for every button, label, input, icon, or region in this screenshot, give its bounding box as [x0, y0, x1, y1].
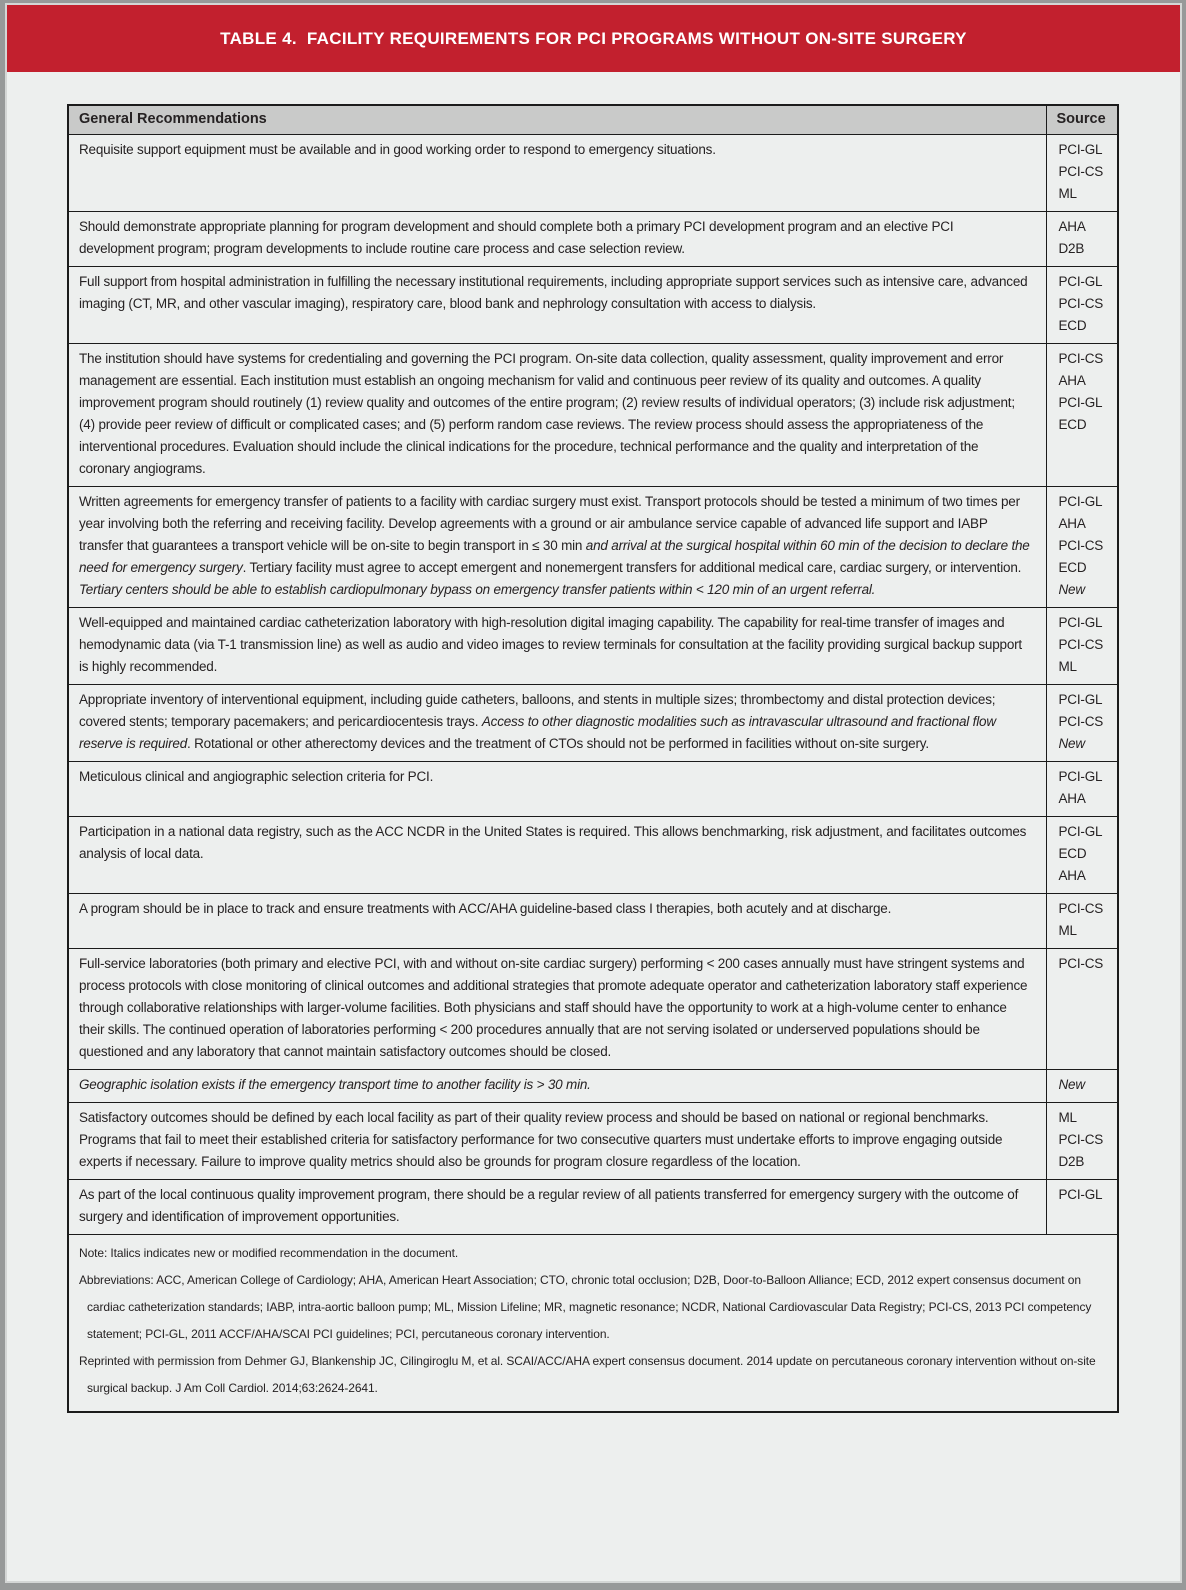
table-row: [68, 1102, 1118, 1179]
column-header-general-recommendations: General Recommendations: [68, 105, 1046, 134]
source-label: New: [1058, 581, 1085, 597]
recommendation-cell: [68, 134, 1046, 211]
source-cell: [1046, 134, 1118, 211]
recommendation-text: Should demonstrate appropriate planning for program development and should complete both a primary PCI development program and an elective PCI development program; program developments to include routine care process and case selection review.: [79, 218, 954, 256]
source-cell: [1046, 211, 1118, 266]
source-cell: [1046, 761, 1118, 816]
recommendation-text: The institution should have systems for credentialing and governing the PCI program. On-site data collection, quality assessment, quality improvement and error management are essential. Each institution must establish an ongoing mechanism for valid and continuous peer review of its quality and outcomes. A quality improvement program should routinely (1) review quality and outcomes of the entire program; (2) review results of individual operators; (3) include risk adjustment; (4) provide peer review of difficult or complicated cases; and (5) perform random case reviews. The review process should assess the appropriateness of the interventional procedures. Evaluation should include the clinical indications for the procedure, technical performance and the quality and interpretation of the coronary angiograms.: [79, 350, 1015, 476]
source-cell: [1046, 948, 1118, 1069]
source-label: New: [1058, 735, 1085, 751]
recommendation-cell: [68, 1069, 1046, 1102]
source-label: PCI-CS: [1058, 955, 1104, 971]
table-header: [68, 105, 1118, 134]
notes-cell: [68, 1234, 1118, 1412]
note-line: Abbreviations: ACC, American College of Cardiology; AHA, American Heart Association; CTO, chronic total occlusion; D2B, Door-to-Balloon Alliance; ECD, 2012 expert consensus document on cardiac catheterization standards; IABP, intra-aortic balloon pump; ML, Mission Lifeline; MR, magnetic resonance; NCDR, National Cardiovascular Data Registry; PCI-CS, 2013 PCI competency statement; PCI-GL, 2011 ACCF/AHA/SCAI PCI guidelines; PCI, percutaneous coronary intervention.: [79, 1272, 1092, 1341]
recommendation-text: As part of the local continuous quality improvement program, there should be a regular review of all patients transferred for emergency surgery with the outcome of surgery and identification of improvement opportunities.: [79, 1186, 1019, 1224]
column-header-source: Source: [1046, 105, 1118, 134]
source-label: PCI-GL: [1058, 273, 1103, 289]
recommendation-cell: [68, 343, 1046, 486]
recommendation-cell: [68, 486, 1046, 607]
source-label: PCI-CS: [1058, 295, 1104, 311]
source-label: PCI-GL: [1058, 141, 1103, 157]
source-cell: [1046, 486, 1118, 607]
recommendation-text-italic: and arrival at the surgical hospital within 60 min of the decision to declare the need for emergency surgery: [79, 537, 1030, 575]
source-label: AHA: [1058, 790, 1086, 806]
recommendation-cell: [68, 816, 1046, 893]
recommendation-cell: [68, 893, 1046, 948]
source-label: D2B: [1058, 1153, 1085, 1169]
source-label: ECD: [1058, 416, 1087, 432]
source-label: AHA: [1058, 372, 1086, 388]
recommendation-cell: [68, 684, 1046, 761]
source-label: PCI-GL: [1058, 394, 1103, 410]
table-row: [68, 486, 1118, 607]
source-label: ECD: [1058, 559, 1087, 575]
recommendation-text-italic: Geographic isolation exists if the emergency transport time to another facility is > 30 min.: [79, 1076, 591, 1092]
source-label: D2B: [1058, 240, 1085, 256]
note-line: Reprinted with permission from Dehmer GJ, Blankenship JC, Cilingiroglu M, et al. SCAI/ACC/AHA expert consensus document. 2014 update on percutaneous coronary intervention without on-site surgical backup. J Am Coll Cardiol. 2014;63:2624-2641.: [79, 1353, 1096, 1395]
recommendation-text-italic: Tertiary centers should be able to establish cardiopulmonary bypass on emergency transfer patients within < 120 min of an urgent referral.: [79, 581, 876, 597]
table-row: [68, 1179, 1118, 1234]
recommendation-text: . Rotational or other atherectomy devices and the treatment of CTOs should not be performed in facilities without on-site surgery.: [187, 735, 929, 751]
table-footer: [68, 1234, 1118, 1412]
source-label: ML: [1058, 1109, 1077, 1125]
source-label: PCI-GL: [1058, 691, 1103, 707]
table-header-row: [68, 105, 1118, 134]
source-cell: [1046, 607, 1118, 684]
source-cell: [1046, 266, 1118, 343]
table-title-bar: [7, 5, 1180, 72]
source-label: PCI-GL: [1058, 1186, 1103, 1202]
table-row: [68, 211, 1118, 266]
recommendation-cell: [68, 1102, 1046, 1179]
recommendation-text: Well-equipped and maintained cardiac catheterization laboratory with high-resolution digital imaging capability. The capability for real-time transfer of images and hemodynamic data (via T-1 transmission line) as well as audio and video images to review terminals for consultation at the facility providing surgical backup support is highly recommended.: [79, 614, 1022, 674]
source-label: New: [1058, 1076, 1085, 1092]
source-label: ECD: [1058, 317, 1087, 333]
source-label: PCI-GL: [1058, 493, 1103, 509]
source-label: AHA: [1058, 218, 1086, 234]
recommendation-cell: [68, 1179, 1046, 1234]
table-row: [68, 948, 1118, 1069]
recommendation-cell: [68, 266, 1046, 343]
table-body: [68, 134, 1118, 1234]
source-label: ML: [1058, 922, 1077, 938]
table-row: [68, 816, 1118, 893]
source-cell: [1046, 684, 1118, 761]
source-cell: [1046, 893, 1118, 948]
requirements-table: [67, 104, 1119, 1413]
table-row: [68, 1069, 1118, 1102]
recommendation-text: Participation in a national data registry, such as the ACC NCDR in the United States is required. This allows benchmarking, risk adjustment, and facilitates outcomes analysis of local data.: [79, 823, 1027, 861]
recommendation-text: Requisite support equipment must be available and in good working order to respond to emergency situations.: [79, 141, 716, 157]
table-row: [68, 266, 1118, 343]
source-label: PCI-CS: [1058, 900, 1104, 916]
table-row: [68, 684, 1118, 761]
page-background: [7, 5, 1180, 1581]
recommendation-text: Full support from hospital administration in fulfilling the necessary institutional requirements, including appropriate support services such as intensive care, advanced imaging (CT, MR, and other vascular imaging), respiratory care, blood bank and nephrology consultation with access to dialysis.: [79, 273, 1028, 311]
source-label: PCI-GL: [1058, 823, 1103, 839]
table-row: [68, 761, 1118, 816]
source-cell: [1046, 1069, 1118, 1102]
recommendation-cell: [68, 211, 1046, 266]
note-line: Note: Italics indicates new or modified recommendation in the document.: [79, 1245, 459, 1260]
recommendation-text: Written agreements for emergency transfer of patients to a facility with cardiac surgery must exist. Transport protocols should be tested a minimum of two times per year involving both the referring and receiving facility. Develop agreements with a ground or air ambulance service capable of advanced life support and IABP transfer that guarantees a transport vehicle will be on-site to begin transport in ≤ 30 min: [79, 493, 1020, 553]
source-label: PCI-CS: [1058, 636, 1104, 652]
recommendation-text: A program should be in place to track and ensure treatments with ACC/AHA guideline-based class I therapies, both acutely and at discharge.: [79, 900, 892, 916]
recommendation-text: Full-service laboratories (both primary and elective PCI, with and without on-site cardiac surgery) performing < 200 cases annually must have stringent systems and process protocols with close monitoring of clinical outcomes and additional strategies that promote adequate operator and catheterization laboratory staff experience through collaborative relationships with larger-volume facilities. Both physicians and staff should have the opportunity to work at a high-volume center to enhance their skills. The continued operation of laboratories performing < 200 procedures annually that are not serving isolated or underserved populations should be questioned and any laboratory that cannot maintain satisfactory outcomes should be closed.: [79, 955, 1028, 1059]
source-cell: [1046, 343, 1118, 486]
source-label: PCI-CS: [1058, 1131, 1104, 1147]
source-label: PCI-GL: [1058, 614, 1103, 630]
source-label: ML: [1058, 658, 1077, 674]
source-label: PCI-CS: [1058, 350, 1104, 366]
source-label: PCI-GL: [1058, 768, 1103, 784]
table-row: [68, 134, 1118, 211]
notes-row: [68, 1234, 1118, 1412]
table-row: [68, 343, 1118, 486]
source-label: PCI-CS: [1058, 537, 1104, 553]
recommendation-cell: [68, 761, 1046, 816]
recommendation-text: Meticulous clinical and angiographic selection criteria for PCI.: [79, 768, 434, 784]
recommendation-text-italic: Access to other diagnostic modalities such as intravascular ultrasound and fractional flow reserve is required: [79, 713, 996, 751]
source-label: PCI-CS: [1058, 163, 1104, 179]
source-label: AHA: [1058, 515, 1086, 531]
recommendation-cell: [68, 607, 1046, 684]
source-cell: [1046, 1179, 1118, 1234]
source-cell: [1046, 816, 1118, 893]
source-label: PCI-CS: [1058, 713, 1104, 729]
source-label: ECD: [1058, 845, 1087, 861]
recommendation-text: Satisfactory outcomes should be defined by each local facility as part of their quality review process and should be based on national or regional benchmarks. Programs that fail to meet their established criteria for satisfactory performance for two consecutive quarters must undertake efforts to improve engaging outside experts if necessary. Failure to improve quality metrics should also be grounds for program closure regardless of the location.: [79, 1109, 1003, 1169]
source-label: ML: [1058, 185, 1077, 201]
recommendation-text: Appropriate inventory of interventional equipment, including guide catheters, balloons, and stents in multiple sizes; thrombectomy and distal protection devices; covered stents; temporary pacemakers; and pericardiocentesis trays.: [79, 691, 996, 729]
source-cell: [1046, 1102, 1118, 1179]
source-label: AHA: [1058, 867, 1086, 883]
table-row: [68, 893, 1118, 948]
table-row: [68, 607, 1118, 684]
table-title: TABLE 4. FACILITY REQUIREMENTS FOR PCI PROGRAMS WITHOUT ON-SITE SURGERY: [220, 28, 967, 48]
recommendation-cell: [68, 948, 1046, 1069]
recommendation-text: . Tertiary facility must agree to accept emergent and nonemergent transfers for additional medical care, cardiac surgery, or intervention.: [242, 559, 1022, 575]
